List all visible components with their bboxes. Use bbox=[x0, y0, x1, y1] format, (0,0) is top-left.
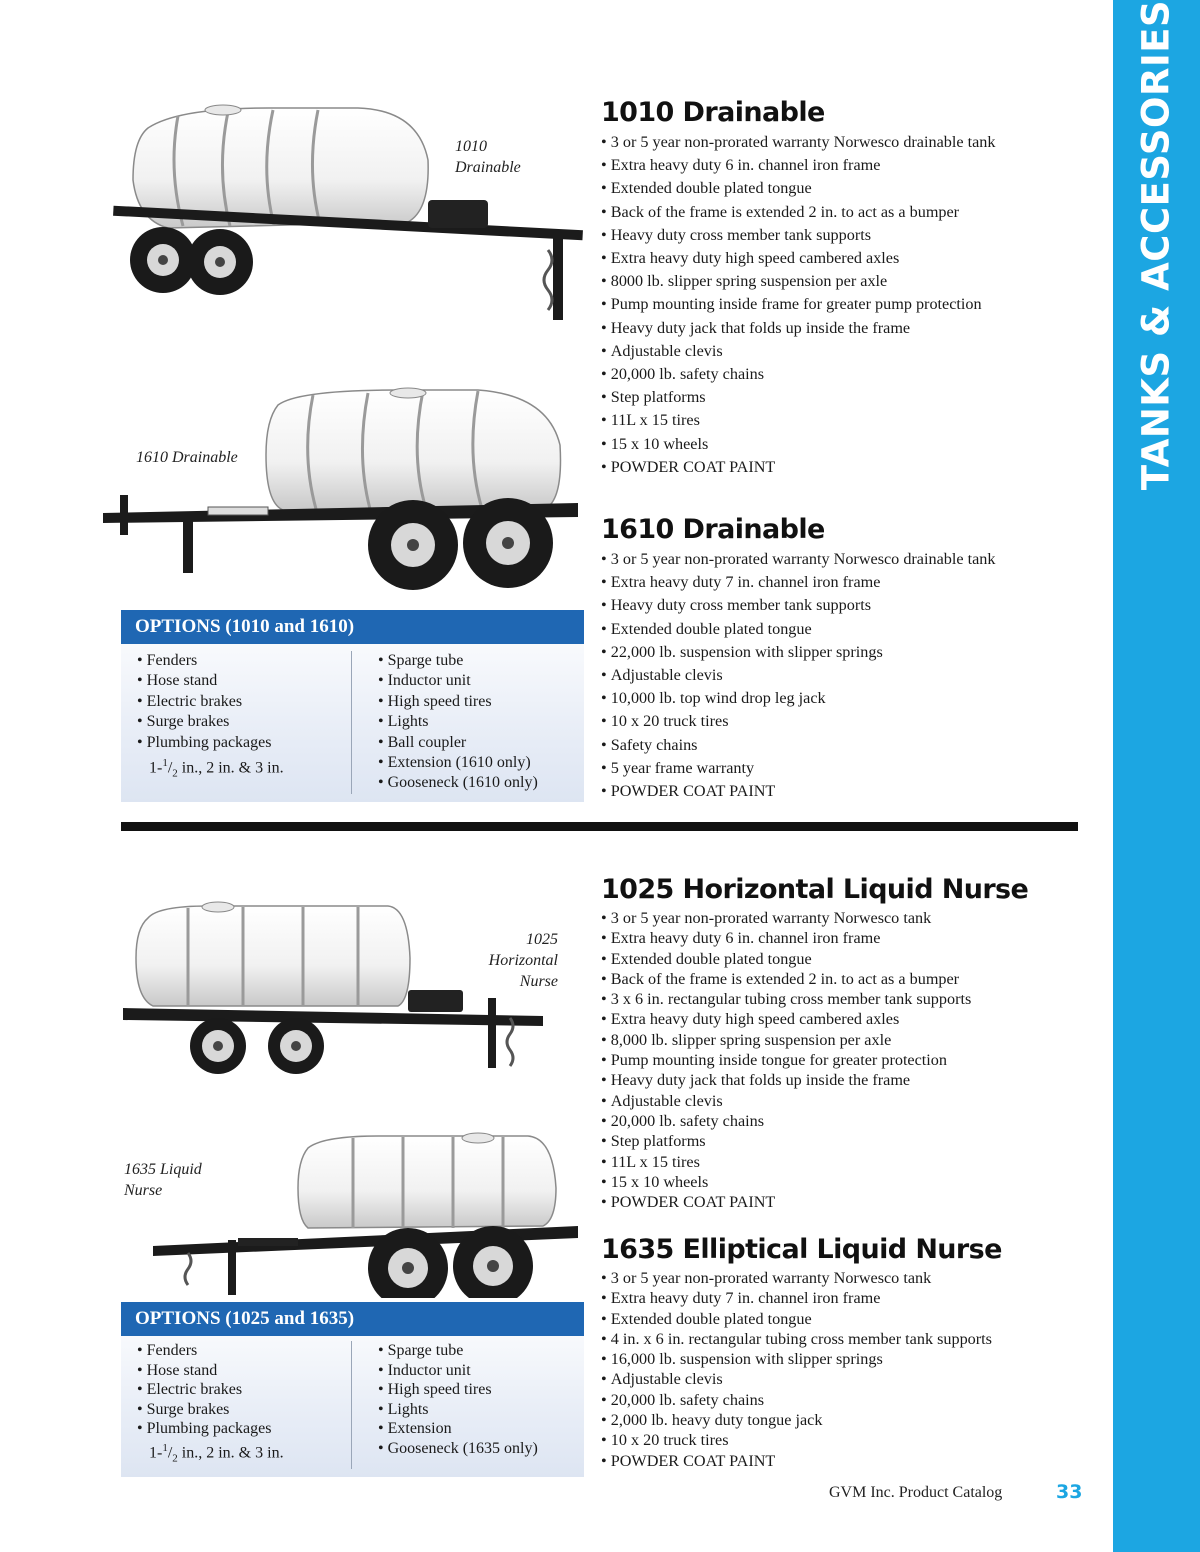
image-1610-drainable-trailer bbox=[98, 385, 583, 603]
pipe-rest: in., 2 in. & 3 in. bbox=[177, 1444, 284, 1462]
spec-title: 1635 Elliptical Liquid Nurse bbox=[601, 1234, 1002, 1265]
spec-item: • Heavy duty jack that folds up inside the frame bbox=[601, 317, 1091, 340]
option-item: • Electric brakes bbox=[137, 692, 243, 710]
spec-item: • Safety chains bbox=[601, 734, 1091, 757]
caption-1635 bbox=[124, 1159, 202, 1201]
pipe-whole: 1- bbox=[149, 759, 163, 777]
spec-item: • 8,000 lb. slipper spring suspension per axle bbox=[601, 1030, 1091, 1050]
pipe-numerator: 1 bbox=[162, 757, 168, 770]
spec-item: • Adjustable clevis bbox=[601, 1369, 1091, 1389]
option-item: • Inductor unit bbox=[378, 1361, 471, 1379]
spec-list bbox=[601, 131, 1091, 479]
spec-item: • Extra heavy duty 7 in. channel iron frame bbox=[601, 571, 1091, 594]
spec-item: • 20,000 lb. safety chains bbox=[601, 1390, 1091, 1410]
spec-item: • 11L x 15 tires bbox=[601, 409, 1091, 432]
spec-item: • 10 x 20 truck tires bbox=[601, 710, 1091, 733]
pipe-numerator: 1 bbox=[162, 1441, 168, 1454]
spec-item: • Adjustable clevis bbox=[601, 340, 1091, 363]
spec-item: • 4 in. x 6 in. rectangular tubing cross member tank supports bbox=[601, 1329, 1091, 1349]
spec-item: • Heavy duty jack that folds up inside the frame bbox=[601, 1070, 1091, 1090]
option-item: • Lights bbox=[378, 1400, 429, 1418]
option-item: • Extension bbox=[378, 1420, 452, 1438]
image-1635-elliptical-nurse-trailer bbox=[148, 1128, 583, 1298]
spec-title: 1025 Horizontal Liquid Nurse bbox=[601, 874, 1029, 905]
option-item: • Plumbing packages bbox=[137, 1420, 272, 1438]
caption-line: 1635 Liquid bbox=[124, 1161, 202, 1178]
spec-item: • Step platforms bbox=[601, 1131, 1091, 1151]
spec-item: • Back of the frame is extended 2 in. to act as a bumper bbox=[601, 201, 1091, 224]
caption-line: Nurse bbox=[124, 1182, 163, 1199]
spec-item: • 3 or 5 year non-prorated warranty Norwesco drainable tank bbox=[601, 131, 1091, 154]
spec-item: • Extended double plated tongue bbox=[601, 1309, 1091, 1329]
option-item-pipe-sizes: $1-^1/_2$ in., 2 in. & 3 in. bbox=[149, 1441, 284, 1465]
pipe-denominator: 2 bbox=[172, 1452, 178, 1465]
spec-item: • 8000 lb. slipper spring suspension per axle bbox=[601, 270, 1091, 293]
option-item: • Plumbing packages bbox=[137, 733, 272, 751]
caption-1025 bbox=[458, 929, 558, 992]
caption-line: Drainable bbox=[455, 159, 521, 176]
options-right-column bbox=[352, 1341, 583, 1469]
spec-item: • Extra heavy duty 6 in. channel iron frame bbox=[601, 154, 1091, 177]
option-item: • Ball coupler bbox=[378, 733, 467, 751]
spec-item: • Extra heavy duty high speed cambered axles bbox=[601, 1009, 1091, 1029]
caption-1610: 1610 Drainable bbox=[136, 449, 238, 466]
option-item: • Sparge tube bbox=[378, 1342, 464, 1359]
spec-item: • 3 or 5 year non-prorated warranty Norwesco drainable tank bbox=[601, 548, 1091, 571]
footer-catalog-name: GVM Inc. Product Catalog bbox=[829, 1484, 1003, 1501]
spec-item: • 20,000 lb. safety chains bbox=[601, 1111, 1091, 1131]
spec-item: • 10,000 lb. top wind drop leg jack bbox=[601, 687, 1091, 710]
option-item: • Gooseneck (1635 only) bbox=[378, 1439, 538, 1457]
option-item: • Inductor unit bbox=[378, 672, 471, 690]
options-right-column bbox=[352, 651, 583, 794]
option-item: • Extension (1610 only) bbox=[378, 754, 531, 772]
spec-item: • Extended double plated tongue bbox=[601, 177, 1091, 200]
spec-item: • 15 x 10 wheels bbox=[601, 1172, 1091, 1192]
option-item: • Hose stand bbox=[137, 672, 218, 690]
options-left-column bbox=[121, 1341, 352, 1469]
options-title: OPTIONS (1010 and 1610) bbox=[121, 610, 584, 644]
spec-item: • 5 year frame warranty bbox=[601, 757, 1091, 780]
spec-item: • 15 x 10 wheels bbox=[601, 433, 1091, 456]
spec-1610-drainable bbox=[601, 514, 1091, 803]
option-item-pipe-sizes: $1-^1/_2$ in., 2 in. & 3 in. bbox=[149, 757, 284, 780]
spec-item: • Heavy duty cross member tank supports bbox=[601, 594, 1091, 617]
pipe-denominator: 2 bbox=[172, 767, 178, 780]
option-item: • Surge brakes bbox=[137, 713, 230, 731]
caption-line: 1010 bbox=[455, 138, 487, 155]
spec-title: 1010 Drainable bbox=[601, 97, 825, 128]
spec-item: • 20,000 lb. safety chains bbox=[601, 363, 1091, 386]
spec-item: • POWDER COAT PAINT bbox=[601, 780, 1091, 803]
spec-item: • POWDER COAT PAINT bbox=[601, 1451, 1091, 1471]
spec-item: • Extra heavy duty 6 in. channel iron frame bbox=[601, 928, 1091, 948]
options-box-1025-1635 bbox=[121, 1302, 584, 1477]
spec-item: • POWDER COAT PAINT bbox=[601, 456, 1091, 479]
spec-item: • 16,000 lb. suspension with slipper springs bbox=[601, 1349, 1091, 1369]
option-item: • Lights bbox=[378, 713, 429, 731]
section-divider bbox=[121, 822, 1078, 831]
spec-item: • Extra heavy duty 7 in. channel iron frame bbox=[601, 1288, 1091, 1308]
sidebar-title: TANKS & ACCESSORIES bbox=[1134, 0, 1178, 491]
spec-1010-drainable bbox=[601, 97, 1091, 479]
spec-item: • Pump mounting inside frame for greater pump protection bbox=[601, 293, 1091, 316]
page-number: 33 bbox=[1056, 1481, 1083, 1503]
spec-item: • 10 x 20 truck tires bbox=[601, 1430, 1091, 1450]
spec-item: • 3 or 5 year non-prorated warranty Norwesco tank bbox=[601, 1268, 1091, 1288]
spec-item: • Extended double plated tongue bbox=[601, 949, 1091, 969]
options-box-1010-1610 bbox=[121, 610, 584, 802]
options-title: OPTIONS (1025 and 1635) bbox=[121, 1302, 584, 1336]
spec-item: • Extended double plated tongue bbox=[601, 618, 1091, 641]
option-item: • Electric brakes bbox=[137, 1381, 243, 1399]
spec-item: • Step platforms bbox=[601, 386, 1091, 409]
option-item: • Hose stand bbox=[137, 1361, 218, 1379]
caption-line: 1025 bbox=[526, 931, 558, 948]
option-item: • Surge brakes bbox=[137, 1400, 230, 1418]
spec-item: • Pump mounting inside tongue for greater protection bbox=[601, 1050, 1091, 1070]
spec-list bbox=[601, 1268, 1091, 1471]
option-item: • High speed tires bbox=[378, 692, 492, 710]
spec-item: • 3 or 5 year non-prorated warranty Norwesco tank bbox=[601, 908, 1091, 928]
spec-item: • Adjustable clevis bbox=[601, 1091, 1091, 1111]
spec-1635-elliptical-liquid-nurse bbox=[601, 1234, 1091, 1471]
spec-item: • POWDER COAT PAINT bbox=[601, 1192, 1091, 1212]
caption-1010 bbox=[455, 136, 521, 178]
spec-item: • 11L x 15 tires bbox=[601, 1152, 1091, 1172]
spec-item: • 3 x 6 in. rectangular tubing cross member tank supports bbox=[601, 989, 1091, 1009]
spec-item: • 2,000 lb. heavy duty tongue jack bbox=[601, 1410, 1091, 1430]
spec-item: • Adjustable clevis bbox=[601, 664, 1091, 687]
spec-item: • Extra heavy duty high speed cambered axles bbox=[601, 247, 1091, 270]
spec-item: • 22,000 lb. suspension with slipper springs bbox=[601, 641, 1091, 664]
spec-item: • Back of the frame is extended 2 in. to act as a bumper bbox=[601, 969, 1091, 989]
spec-list bbox=[601, 548, 1091, 803]
spec-1025-horizontal-liquid-nurse bbox=[601, 874, 1091, 1212]
option-item: • High speed tires bbox=[378, 1381, 492, 1399]
caption-line: Nurse bbox=[519, 973, 558, 990]
option-item: • Sparge tube bbox=[378, 652, 464, 669]
option-item: • Fenders bbox=[137, 652, 198, 669]
caption-line: Horizontal bbox=[488, 952, 558, 969]
option-item: • Gooseneck (1610 only) bbox=[378, 774, 538, 792]
spec-list bbox=[601, 908, 1091, 1212]
image-1010-drainable-trailer bbox=[108, 100, 588, 325]
spec-item: • Heavy duty cross member tank supports bbox=[601, 224, 1091, 247]
spec-title: 1610 Drainable bbox=[601, 514, 825, 545]
options-left-column bbox=[121, 651, 352, 794]
option-item: • Fenders bbox=[137, 1342, 198, 1359]
pipe-rest: in., 2 in. & 3 in. bbox=[177, 759, 284, 777]
pipe-whole: 1- bbox=[149, 1444, 163, 1462]
